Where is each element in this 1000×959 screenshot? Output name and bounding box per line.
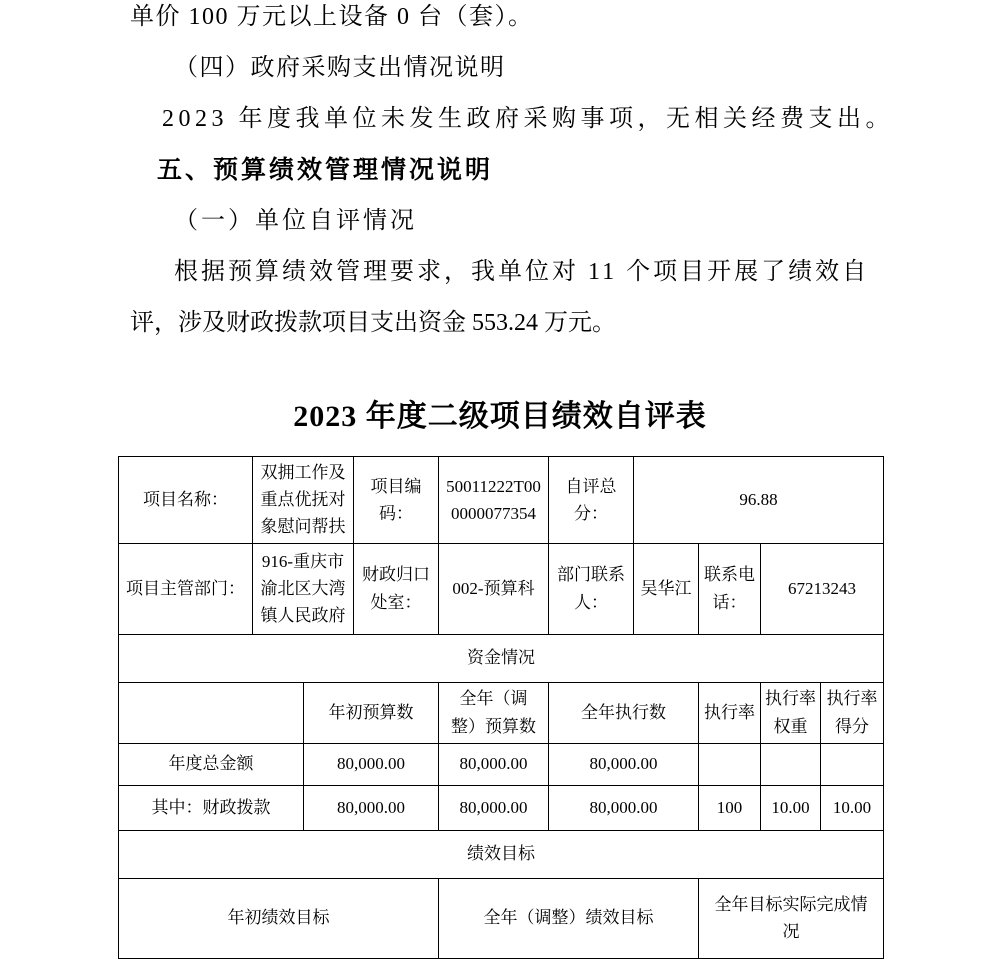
- doc-line-7: 评，涉及财政拨款项目支出资金 553.24 万元。: [130, 310, 616, 336]
- office-value: 002-预算科: [439, 543, 549, 634]
- goal-header-adjusted: 全年（调整）绩效目标: [439, 878, 699, 958]
- goal-header-actual-text: 全年目标实际完成情况: [714, 894, 868, 942]
- row-project: [119, 457, 884, 544]
- row-fiscal-allocation: [119, 785, 884, 830]
- office-label: 财政归口处室：: [354, 543, 439, 634]
- project-code-value: [439, 457, 549, 544]
- funding-header-weight: 执行率权重: [761, 682, 821, 743]
- total-weight: [761, 743, 821, 785]
- funding-header-adjusted: [439, 682, 549, 743]
- doc-line-2: （四）政府采购支出情况说明: [174, 55, 506, 81]
- self-score-label: 自评总分：: [549, 457, 634, 544]
- funding-header-executed: 全年执行数: [549, 682, 699, 743]
- row-total-amount: [119, 743, 884, 785]
- total-initial: 80,000.00: [304, 743, 439, 785]
- row-funding-section: [119, 634, 884, 682]
- dept-value: 916-重庆市渝北区大湾镇人民政府: [253, 543, 354, 634]
- total-label: 年度总金额: [119, 743, 304, 785]
- doc-line-1: 单价 100 万元以上设备 0 台（套）。: [130, 4, 534, 30]
- row-department: [119, 543, 884, 634]
- funding-header-adjusted-text: 全年（调整）预算数: [451, 689, 536, 736]
- contact-label: 部门联系人：: [549, 543, 634, 634]
- total-score: [821, 743, 884, 785]
- fiscal-weight: 10.00: [761, 785, 821, 830]
- phone-label: 联系电话：: [699, 543, 761, 634]
- funding-header-score: 执行率得分: [821, 682, 884, 743]
- fiscal-rate: 100: [699, 785, 761, 830]
- contact-value: 吴华江: [634, 543, 699, 634]
- row-funding-headers: [119, 682, 884, 743]
- funding-header-initial: 年初预算数: [304, 682, 439, 743]
- fiscal-initial: 80,000.00: [304, 785, 439, 830]
- row-goal-headers: [119, 878, 884, 958]
- goal-header-initial: 年初绩效目标: [119, 878, 439, 958]
- doc-line-5: （一）单位自评情况: [174, 208, 417, 234]
- doc-line-3: 2023 年度我单位未发生政府采购事项，无相关经费支出。: [162, 106, 894, 132]
- dept-label: 项目主管部门：: [119, 543, 253, 634]
- fiscal-score: 10.00: [821, 785, 884, 830]
- row-goals-section: [119, 830, 884, 878]
- funding-header-blank: [119, 682, 304, 743]
- section-heading: 五、预算绩效管理情况说明: [157, 156, 494, 184]
- fiscal-executed: 80,000.00: [549, 785, 699, 830]
- table-title: 2023 年度二级项目绩效自评表: [293, 400, 707, 433]
- total-executed: 80,000.00: [549, 743, 699, 785]
- total-adjusted: 80,000.00: [439, 743, 549, 785]
- funding-section-title: 资金情况: [119, 634, 884, 682]
- self-score-value: 96.88: [634, 457, 884, 544]
- project-name-value: 双拥工作及重点优抚对象慰问帮扶: [253, 457, 354, 544]
- goal-header-actual: [699, 878, 884, 958]
- project-name-label: 项目名称：: [119, 457, 253, 544]
- phone-value: 67213243: [761, 543, 884, 634]
- project-code-label: 项目编码：: [354, 457, 439, 544]
- funding-header-rate: 执行率: [699, 682, 761, 743]
- body-text: [130, 0, 894, 349]
- total-rate: [699, 743, 761, 785]
- fiscal-adjusted: 80,000.00: [439, 785, 549, 830]
- goals-section-title: 绩效目标: [119, 830, 884, 878]
- fiscal-label: 其中：财政拨款: [119, 785, 304, 830]
- performance-self-evaluation-table: [118, 456, 884, 959]
- project-code-text: 50011222T000000077354: [446, 476, 541, 523]
- doc-line-6: 根据预算绩效管理要求，我单位对 11 个项目开展了绩效自: [174, 259, 870, 285]
